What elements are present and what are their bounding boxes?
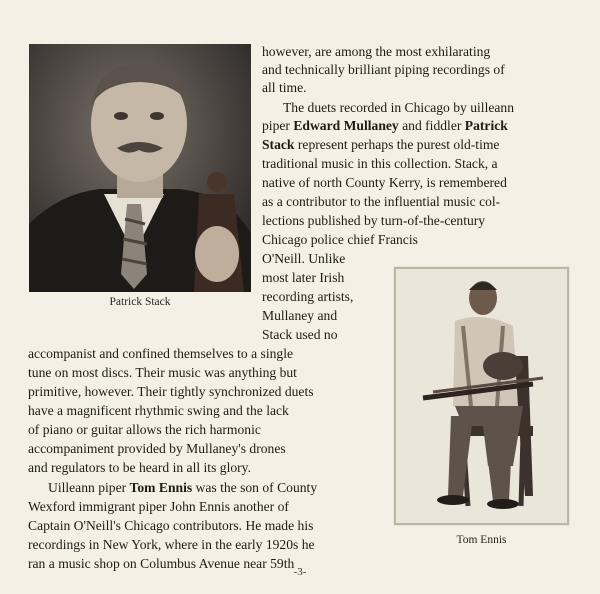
text-line: most later Irish <box>262 270 345 285</box>
text-line: The duets recorded in Chicago by uilleann <box>283 100 515 115</box>
text-line: accompanist and confined themselves to a single <box>28 346 293 361</box>
text-line: ran a music shop on Columbus Avenue near 59th <box>28 556 295 571</box>
stack-name: Stack <box>262 137 295 152</box>
text-line: tune on most discs. Their music was anything but <box>28 365 297 380</box>
text-line: Chicago police chief Francis <box>262 232 418 247</box>
text-line: as a contributor to the influential music col- <box>262 194 501 209</box>
text-line: O'Neill. Unlike <box>262 251 346 266</box>
text-line: of piano or guitar allows the rich harmonic <box>28 422 261 437</box>
tom-ennis-name: Tom Ennis <box>129 480 193 495</box>
text-line: Stack represent perhaps the purest old-time <box>262 137 500 152</box>
text-line: Uilleann piper Tom Ennis was the son of County <box>48 480 318 495</box>
text-line: recordings in New York, where in the early 1920s he <box>28 537 315 552</box>
patrick-stack-photo <box>29 44 251 292</box>
patrick-stack-caption: Patrick Stack <box>109 296 171 308</box>
text-line: however, are among the most exhilarating <box>262 44 491 59</box>
text-line: Stack used no <box>262 327 338 342</box>
text-line: Captain O'Neill's Chicago contributors. He made his <box>28 518 314 533</box>
text-line: and regulators to be heard in all its glory. <box>28 460 251 475</box>
text-line: accompaniment provided by Mullaney's drones <box>28 441 286 456</box>
edward-mullaney-name: Edward Mullaney <box>293 118 399 133</box>
text-line: have a magnificent rhythmic swing and the lack <box>28 403 289 418</box>
text-line: Mullaney and <box>262 308 338 323</box>
tom-ennis-caption: Tom Ennis <box>456 534 507 546</box>
page-number: -3- <box>293 566 307 578</box>
tom-ennis-photo <box>393 266 570 526</box>
text-line: native of north County Kerry, is remembered <box>262 175 507 190</box>
text-line: Wexford immigrant piper John Ennis another of <box>28 499 289 514</box>
text-line: recording artists, <box>262 289 354 304</box>
patrick-stack-portrait-image <box>29 44 251 292</box>
text-line: traditional music in this collection. Stack, a <box>262 156 498 171</box>
text-line: primitive, however. Their tightly synchronized duets <box>28 384 314 399</box>
text-line: piper Edward Mullaney and fiddler Patrick <box>262 118 508 133</box>
text-line: lections published by turn-of-the-century <box>262 213 486 228</box>
patrick-stack-name: Patrick <box>464 118 508 133</box>
text-line: all time. <box>262 80 307 95</box>
tom-ennis-portrait-image <box>393 266 570 526</box>
text-line: and technically brilliant piping recordings of <box>262 62 505 77</box>
